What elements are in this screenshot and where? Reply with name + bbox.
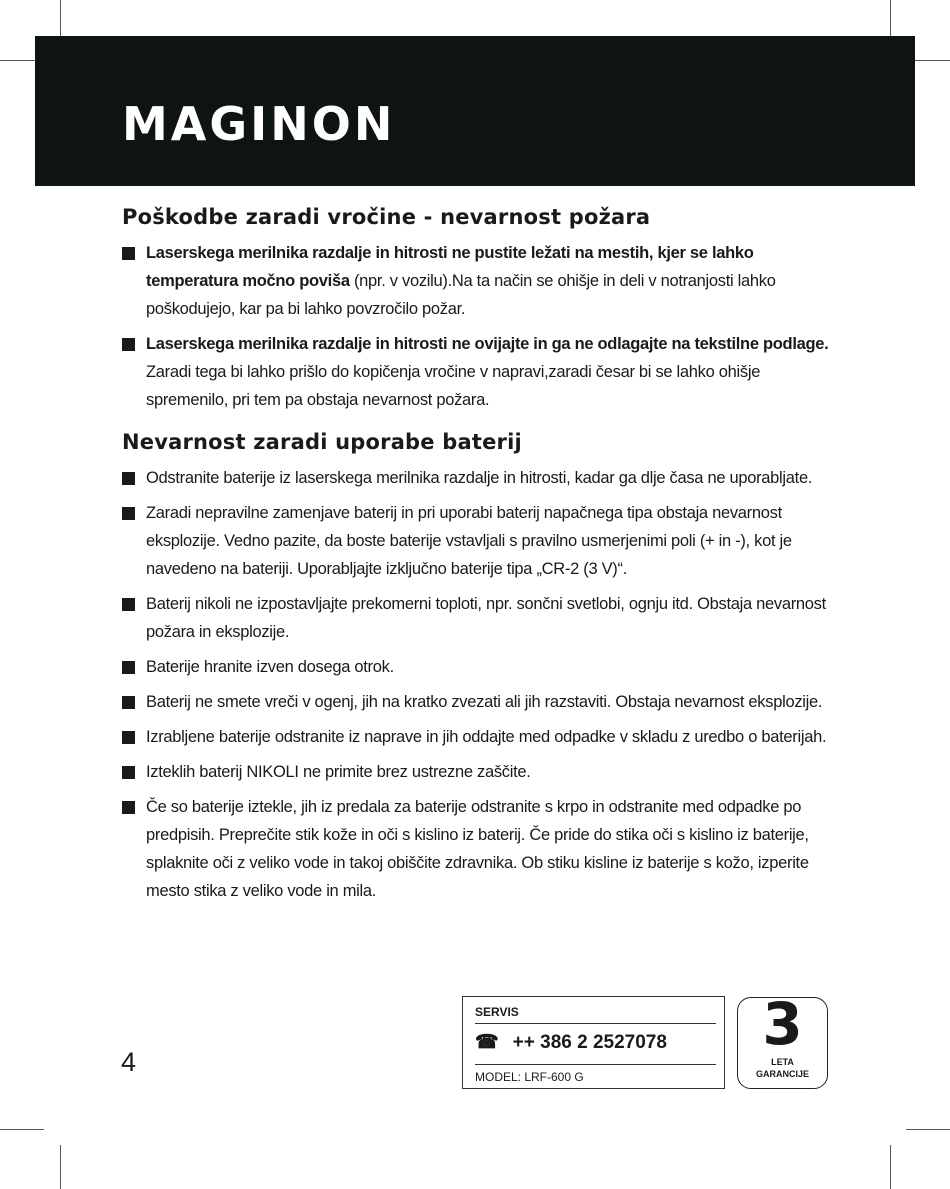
- warranty-badge: [737, 990, 828, 1089]
- bullet-square-icon: [122, 801, 135, 814]
- crop-mark: [0, 1129, 44, 1130]
- list-item: [122, 330, 834, 414]
- item-bold-text: Laserskega merilnika razdalje in hitrosti ne ovijajte in ga ne odlagajte na tekstilne podlage.: [146, 335, 829, 353]
- heat-warning-list: [122, 239, 834, 414]
- service-title: SERVIS: [475, 1005, 519, 1019]
- warranty-years: 3: [762, 990, 803, 1058]
- item-text: (npr. v vozilu).Na ta način se ohišje in deli v notranjosti lahko poškodujejo, kar pa bi lahko povzročilo požar.: [146, 272, 776, 318]
- section-title-heat: Poškodbe zaradi vročine - nevarnost požara: [122, 205, 651, 229]
- bullet-square-icon: [122, 696, 135, 709]
- warranty-label-line2: GARANCIJE: [755, 1069, 809, 1079]
- divider: [475, 1064, 716, 1065]
- bullet-square-icon: [122, 472, 135, 485]
- item-text: Zaradi nepravilne zamenjave baterij in pri uporabi baterij napačnega tipa obstaja nevarnost eksplozije. Vedno pazite, da boste baterije vstavljali s pravilno usmerjenimi poli (+ in -), kot je navedeno na bateriji. Uporabljajte izključno baterije tipa „CR-2 (3 V)“.: [146, 504, 792, 578]
- bullet-square-icon: [122, 661, 135, 674]
- bullet-square-icon: [122, 247, 135, 260]
- bullet-square-icon: [122, 731, 135, 744]
- list-item: [122, 464, 834, 492]
- item-bold-text: Laserskega merilnika razdalje in hitrosti ne pustite ležati na mestih, kjer se lahko temperatura močno poviša: [146, 244, 754, 290]
- page-number: 4: [121, 1047, 137, 1077]
- item-text: Baterij ne smete vreči v ogenj, jih na kratko zvezati ali jih razstaviti. Obstaja nevarnost eksplozije.: [146, 693, 823, 711]
- item-text: Baterij nikoli ne izpostavljajte prekomerni toploti, npr. sončni svetlobi, ognju itd. Obstaja nevarnost požara in eksplozije.: [146, 595, 826, 641]
- list-item: [122, 723, 834, 751]
- battery-warning-list: [122, 464, 834, 905]
- item-text: Zaradi tega bi lahko prišlo do kopičenja vročine v napravi,zaradi česar bi se lahko ohišje spremenilo, pri tem pa obstaja nevarnost požara.: [146, 363, 761, 409]
- list-item: [122, 793, 834, 905]
- service-phone-row: [475, 1031, 667, 1054]
- list-item: [122, 653, 834, 681]
- crop-mark: [60, 1145, 61, 1189]
- list-item: [122, 590, 834, 646]
- item-text: Baterije hranite izven dosega otrok.: [146, 658, 394, 676]
- brand-logo: MAGINON: [122, 97, 396, 151]
- item-text: Izrabljene baterije odstranite iz naprave in jih oddajte med odpadke v skladu z uredbo o baterijah.: [146, 728, 827, 746]
- list-item: [122, 688, 834, 716]
- document-content: [122, 205, 834, 912]
- section-title-batteries: Nevarnost zaradi uporabe baterij: [122, 430, 522, 454]
- list-item: [122, 758, 834, 786]
- list-item: [122, 499, 834, 583]
- item-text: Odstranite baterije iz laserskega merilnika razdalje in hitrosti, kadar ga dlje časa ne uporabljate.: [146, 469, 813, 487]
- bullet-square-icon: [122, 766, 135, 779]
- service-box: [462, 996, 725, 1089]
- crop-mark: [906, 1129, 950, 1130]
- item-text: Če so baterije iztekle, jih iz predala za baterije odstranite s krpo in odstranite med odpadke po predpisih. Preprečite stik kože in oči s kislino iz baterij. Če pride do stika oči s kislino iz baterije, splaknite oči z veliko vode in takoj obiščite zdravnika. Ob stiku kisline iz baterije s kožo, izperite mesto stika z veliko vode in mila.: [146, 798, 809, 900]
- bullet-square-icon: [122, 598, 135, 611]
- item-text: Izteklih baterij NIKOLI ne primite brez ustrezne zaščite.: [146, 763, 531, 781]
- list-item: [122, 239, 834, 323]
- bullet-square-icon: [122, 338, 135, 351]
- divider: [475, 1023, 716, 1024]
- model-label: MODEL: LRF-600 G: [475, 1070, 584, 1084]
- phone-icon: ☎: [475, 1032, 499, 1053]
- warranty-label-line1: LETA: [771, 1057, 794, 1067]
- warranty-label: [738, 1056, 827, 1080]
- bullet-square-icon: [122, 507, 135, 520]
- service-phone-number: ++ 386 2 2527078: [512, 1031, 667, 1053]
- crop-mark: [890, 1145, 891, 1189]
